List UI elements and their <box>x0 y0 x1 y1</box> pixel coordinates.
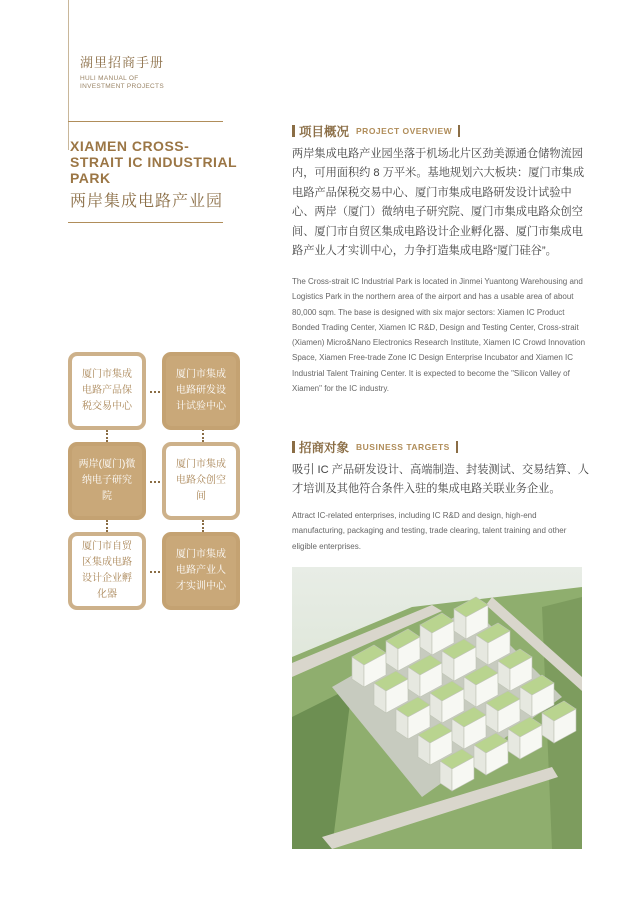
brand-title-cn: 湖里招商手册 <box>80 55 165 70</box>
targets-heading-en: BUSINESS TARGETS <box>356 442 450 452</box>
park-aerial-rendering <box>292 567 582 849</box>
heading-bar-end <box>456 441 458 453</box>
connector-v1 <box>106 430 108 442</box>
connector-v4 <box>202 520 204 532</box>
park-rendering-illustration <box>292 567 582 849</box>
overview-heading-cn: 项目概况 <box>299 125 350 139</box>
sector-box-incubator: 厦门市自贸区集成电路设计企业孵化器 <box>68 532 146 610</box>
sector-box-micro-nano-institute: 两岸(厦门)微纳电子研究院 <box>68 442 146 520</box>
overview-text-cn: 两岸集成电路产业园坐落于机场北片区劲美源通仓储物流园内，可用面积约 8 万平米。基地规划六大板块：厦门市集成电路产品保税交易中心、厦门市集成电路研发设计试验中心、两岸（厦门）微纳电子研究院、厦门市集成电路众创空间、厦门市自贸区集成电路设计企业孵化器、厦门市集成电路产业人才实训中心，力争打造集成电路“厦门硅谷”。 <box>292 148 585 258</box>
header-vertical-rule <box>68 0 69 150</box>
heading-bar <box>292 441 295 453</box>
sector-box-talent-training: 厦门市集成电路产业人才实训中心 <box>162 532 240 610</box>
brand-title-en: HULI MANUAL OF INVESTMENT PROJECTS <box>80 75 164 90</box>
sector-box-rd-testing: 厦门市集成电路研发设计试验中心 <box>162 352 240 430</box>
overview-heading-en: PROJECT OVERVIEW <box>356 126 453 136</box>
targets-text-cn: 吸引 IC 产品研发设计、高端制造、封装测试、交易结算、人才培训及其他符合条件入驻的集成电路关联业务企业。 <box>292 464 590 496</box>
overview-text-en: The Cross-strait IC Industrial Park is located in Jinmei Yuantong Warehousing and Logistics Park in the northern area of the airport and has a usable area of about 80,000 sqm. The base is designed with six major sectors: Xiamen IC Product Bonded Trading Center, Xiamen IC R&D, Design and Testing Center, Cross-strait (Xiamen) Micro&Nano Electronics Research Institute, Xiamen IC Crowd Innovation Space, Xiamen Free-trade Zone IC Design Enterprise Incubator and Xiamen IC Industrial Talent Training Center. It is expected to become the "Silicon Valley of Xiamen" for the IC industry. <box>292 277 586 394</box>
heading-bar <box>292 125 295 137</box>
heading-bar-end <box>458 125 460 137</box>
title-bottom-rule <box>68 222 223 223</box>
overview-heading <box>292 122 460 140</box>
targets-heading <box>292 438 458 456</box>
targets-heading-cn: 招商对象 <box>299 441 350 455</box>
sector-box-bonded-trading: 厦门市集成电路产品保税交易中心 <box>68 352 146 430</box>
park-name-en: XIAMEN CROSS- STRAIT IC INDUSTRIAL PARK <box>70 138 238 186</box>
sector-box-crowd-innovation: 厦门市集成电路众创空间 <box>162 442 240 520</box>
title-top-rule <box>68 121 223 122</box>
brand-block <box>80 52 164 91</box>
targets-text-en: Attract IC-related enterprises, including IC R&D and design, high-end manufacturing, packaging and testing, trade clearing, talent training and other eligible enterprises. <box>292 511 567 551</box>
connector-v2 <box>106 520 108 532</box>
park-name-cn: 两岸集成电路产业园 <box>70 193 224 210</box>
